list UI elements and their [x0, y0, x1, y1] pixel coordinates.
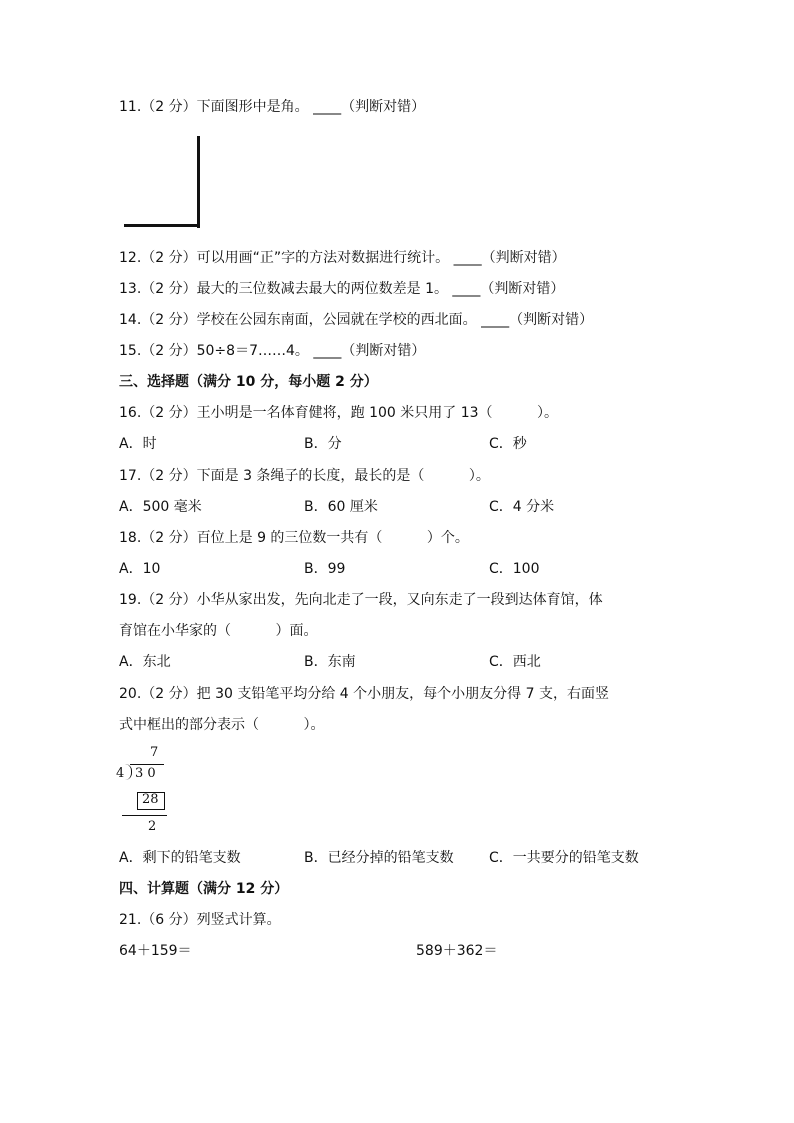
long-division-figure — [116, 745, 176, 837]
question-14: 14.（2 分）学校在公园东南面，公园就在学校的西北面。 ____（判断对错） — [119, 312, 594, 328]
question-20-line-2: 式中框出的部分表示（ ）。 — [119, 717, 325, 733]
question-16: 16.（2 分）王小明是一名体育健将，跑 100 米只用了 13（ ）。 — [119, 405, 559, 421]
question-13: 13.（2 分）最大的三位数减去最大的两位数差是 1。 ____（判断对错） — [119, 281, 565, 297]
question-19-line-1: 19.（2 分）小华从家出发，先向北走了一段，又向东走了一段到达体育馆，体 — [119, 592, 603, 608]
q18-option-c: C．100 — [489, 561, 540, 577]
q17-option-c: C．4 分米 — [489, 499, 555, 515]
q17-option-a: A．500 毫米 — [119, 499, 202, 515]
question-21: 21.（6 分）列竖式计算。 — [119, 912, 281, 928]
division-bottom-bar — [122, 815, 167, 816]
division-product: 28 — [142, 792, 159, 807]
question-12: 12.（2 分）可以用画“正”字的方法对数据进行统计。 ____（判断对错） — [119, 250, 566, 266]
angle-horizontal-side — [124, 224, 200, 227]
q20-option-b: B．已经分掉的铅笔支数 — [304, 850, 454, 866]
q21-expression-1: 64＋159＝ — [119, 943, 192, 959]
q18-option-b: B．99 — [304, 561, 346, 577]
q16-option-c: C．秒 — [489, 436, 527, 452]
division-top-bar — [130, 764, 164, 765]
division-divisor: 4 — [116, 766, 125, 781]
q21-expression-2: 589＋362＝ — [416, 943, 498, 959]
q19-option-c: C．西北 — [489, 654, 541, 670]
angle-vertical-side — [197, 136, 200, 228]
q16-option-b: B．分 — [304, 436, 342, 452]
q19-option-b: B．东南 — [304, 654, 356, 670]
question-11: 11.（2 分）下面图形中是角。 ____（判断对错） — [119, 99, 426, 115]
q20-option-a: A．剩下的铅笔支数 — [119, 850, 241, 866]
division-quotient: 7 — [150, 745, 159, 760]
q18-option-a: A．10 — [119, 561, 161, 577]
division-dividend: 3 0 — [135, 766, 156, 781]
angle-figure — [124, 136, 201, 228]
question-17: 17.（2 分）下面是 3 条绳子的长度，最长的是（ ）。 — [119, 468, 490, 484]
question-18: 18.（2 分）百位上是 9 的三位数一共有（ ）个。 — [119, 530, 469, 546]
question-19-line-2: 育馆在小华家的（ ）面。 — [119, 623, 318, 639]
q16-option-a: A．时 — [119, 436, 157, 452]
section-3-title: 三、选择题（满分 10 分，每小题 2 分） — [119, 374, 378, 390]
question-15: 15.（2 分）50÷8＝7……4。 ____（判断对错） — [119, 343, 426, 359]
question-20-line-1: 20.（2 分）把 30 支铅笔平均分给 4 个小朋友，每个小朋友分得 7 支，右面竖 — [119, 686, 609, 702]
q20-option-c: C．一共要分的铅笔支数 — [489, 850, 639, 866]
section-4-title: 四、计算题（满分 12 分） — [119, 881, 289, 897]
q17-option-b: B．60 厘米 — [304, 499, 378, 515]
division-bracket — [125, 764, 132, 780]
division-remainder: 2 — [148, 819, 157, 834]
q19-option-a: A．东北 — [119, 654, 171, 670]
